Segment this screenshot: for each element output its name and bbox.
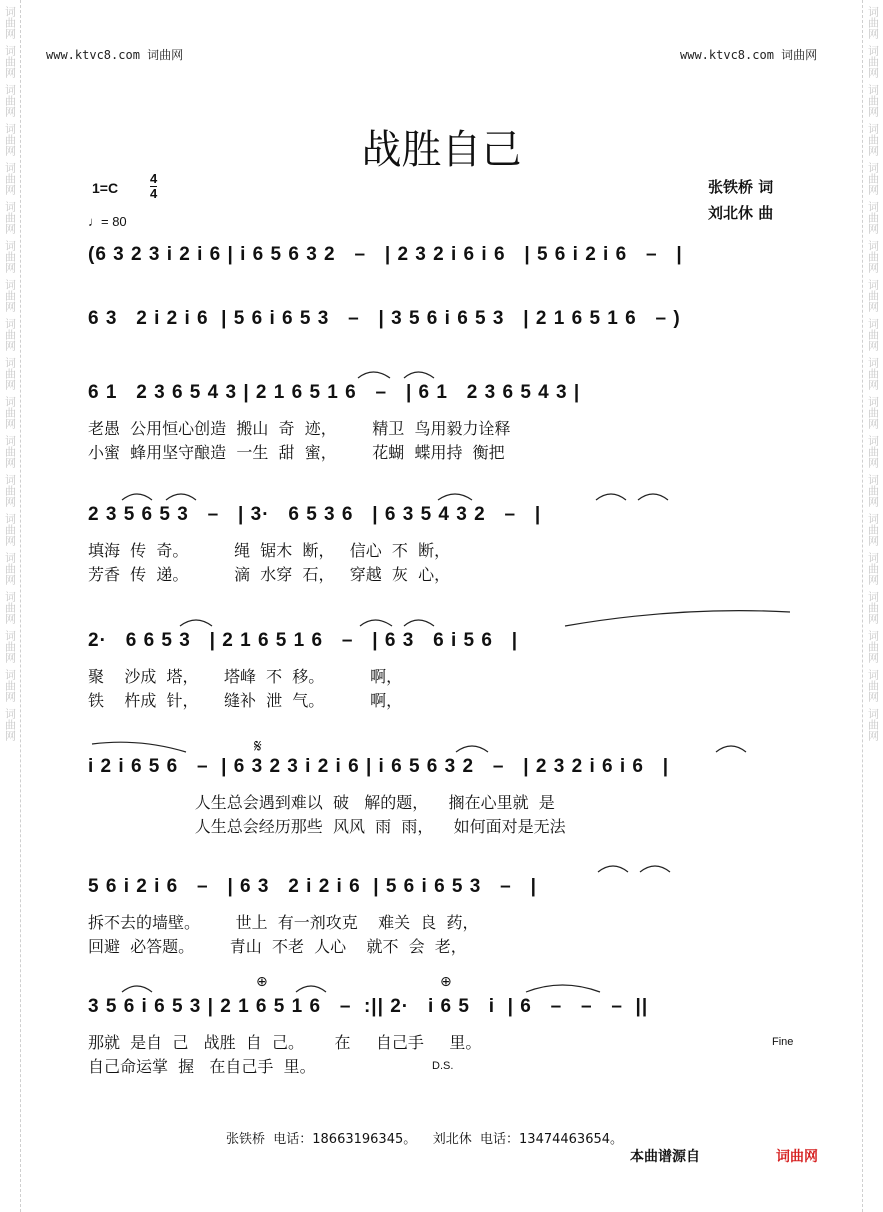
watermark-text: 词曲网 — [866, 6, 880, 39]
notation-line: 5 6 i 2 i 6 – | 6 3 2 i 2 i 6 | 5 6 i 6 5 3 – | — [88, 876, 537, 897]
source-label: 本曲谱源自 — [630, 1149, 700, 1165]
lyric-verse-1: 老愚 公用恒心创造 搬山 奇 迹， 精卫 鸟用毅力诠释 — [88, 419, 511, 438]
watermark-text: 词曲网 — [3, 630, 17, 663]
slur — [598, 866, 628, 872]
lyric-verse-1: 聚 沙成 塔， 塔峰 不 移。 啊， — [88, 667, 403, 686]
slur — [404, 372, 434, 378]
song-title: 战胜自己 — [361, 127, 522, 173]
slur — [122, 986, 152, 992]
watermark-text: 词曲网 — [866, 201, 880, 234]
notation-line: 6 1 2 3 6 5 4 3 | 2 1 6 5 1 6 – | 6 1 2 3 6 5 4 3 | — [88, 382, 581, 403]
watermark-text: 词曲网 — [866, 435, 880, 468]
watermark-text: 词曲网 — [866, 279, 880, 312]
coda-sign-1: ⊕ — [256, 974, 268, 990]
watermark-text: 词曲网 — [3, 357, 17, 390]
header-site-left[interactable]: www.ktvc8.com 词曲网 — [46, 48, 184, 62]
watermark-text: 词曲网 — [866, 357, 880, 390]
watermark-text: 词曲网 — [3, 513, 17, 546]
lyric-verse-2: 自己命运掌 握 在自己手 里。 — [88, 1057, 316, 1076]
composer-credit: 刘北休 曲 — [708, 204, 774, 222]
watermark-text: 词曲网 — [866, 240, 880, 273]
segno-sign: 𝄋 — [254, 736, 262, 757]
watermark-text: 词曲网 — [866, 708, 880, 741]
slur — [122, 494, 152, 500]
slur — [92, 742, 186, 752]
watermark-text: 词曲网 — [3, 162, 17, 195]
watermark-text: 词曲网 — [866, 123, 880, 156]
time-signature — [150, 172, 157, 201]
lyricist-credit: 张铁桥 词 — [708, 178, 774, 196]
watermark-text: 词曲网 — [3, 591, 17, 624]
lyric-verse-2: 回避 必答题。 青山 不老 人心 就不 会 老， — [88, 937, 467, 956]
slur — [180, 620, 212, 626]
watermark-text: 词曲网 — [866, 45, 880, 78]
watermark-text: 词曲网 — [3, 240, 17, 273]
watermark-text: 词曲网 — [3, 708, 17, 741]
watermark-text: 词曲网 — [3, 123, 17, 156]
slur — [596, 494, 626, 500]
source-site-link[interactable]: 词曲网 — [776, 1149, 818, 1165]
watermark-text: 词曲网 — [3, 474, 17, 507]
notation-line: i 2 i 6 5 6 – | 6 3 2 3 i 2 i 6 | i 6 5 6 3 2 – | 2 3 2 i 6 i 6 | — [88, 756, 670, 777]
watermark-text: 词曲网 — [866, 84, 880, 117]
watermark-text: 词曲网 — [3, 396, 17, 429]
lyric-verse-1: 拆不去的墙壁。 世上 有一剂攻克 难关 良 药， — [88, 913, 479, 932]
watermark-text: 词曲网 — [866, 669, 880, 702]
watermark-text: 词曲网 — [866, 318, 880, 351]
time-signature-top: 4 — [150, 171, 158, 186]
lyric-verse-2: 芳香 传 递。 滴 水穿 石， 穿越 灰 心， — [88, 565, 451, 584]
key-signature: 1=C — [92, 180, 119, 196]
slur — [565, 611, 790, 626]
slur — [404, 620, 434, 626]
slur — [638, 494, 668, 500]
watermark-text: 词曲网 — [3, 552, 17, 585]
notation-line: (6 3 2 3 i 2 i 6 | i 6 5 6 3 2 – | 2 3 2 i 6 i 6 | 5 6 i 2 i 6 – | — [88, 244, 683, 265]
notation-line: 6 3 2 i 2 i 6 | 5 6 i 6 5 3 – | 3 5 6 i 6 5 3 | 2 1 6 5 1 6 – ) — [88, 308, 681, 329]
fine-marking: Fine — [772, 1036, 794, 1048]
watermark-text: 词曲网 — [866, 162, 880, 195]
watermark-text: 词曲网 — [3, 45, 17, 78]
tempo-marking: ♩= 80 — [88, 214, 127, 229]
watermark-text: 词曲网 — [866, 591, 880, 624]
lyric-verse-1: 填海 传 奇。 绳 锯木 断， 信心 不 断， — [88, 541, 451, 560]
notation-line: 2· 6 6 5 3 | 2 1 6 5 1 6 – | 6 3 6 i 5 6 | — [88, 630, 519, 651]
watermark-text: 词曲网 — [3, 279, 17, 312]
coda-sign-2: ⊕ — [440, 974, 452, 990]
notation-line: 3 5 6 i 6 5 3 | 2 1 6 5 1 6 – :|| 2· i 6 5 i | 6 – – – || — [88, 996, 649, 1017]
watermark-text: 词曲网 — [3, 435, 17, 468]
lyric-verse-2: 铁 杵成 针， 缝补 泄 气。 啊， — [88, 691, 403, 710]
watermark-text: 词曲网 — [3, 669, 17, 702]
lyric-verse-2: 小蜜 蜂用坚守酿造 一生 甜 蜜， 花蝴 蝶用持 衡把 — [88, 443, 505, 462]
watermark-text: 词曲网 — [3, 84, 17, 117]
slur — [640, 866, 670, 872]
slur — [456, 746, 488, 752]
left-watermark-strip — [0, 0, 21, 1212]
watermark-text: 词曲网 — [3, 318, 17, 351]
slur — [358, 372, 390, 378]
ds-marking: D.S. — [432, 1060, 454, 1072]
watermark-text: 词曲网 — [866, 630, 880, 663]
watermark-text: 词曲网 — [3, 201, 17, 234]
notation-line: 2 3 5 6 5 3 – | 3· 6 5 3 6 | 6 3 5 4 3 2 – | — [88, 504, 542, 525]
watermark-text: 词曲网 — [866, 396, 880, 429]
slur — [438, 494, 472, 500]
contact-info: 张铁桥 电话：18663196345。 刘北休 电话：13474463654。 — [226, 1132, 624, 1147]
lyric-verse-1: 人生总会遇到难以 破 解的题， 搁在心里就 是 — [88, 793, 555, 812]
watermark-text: 词曲网 — [866, 513, 880, 546]
watermark-text: 词曲网 — [866, 474, 880, 507]
slur — [296, 986, 326, 992]
slur — [166, 494, 196, 500]
watermark-text: 词曲网 — [866, 552, 880, 585]
time-signature-bottom: 4 — [150, 186, 158, 201]
slur — [526, 985, 600, 992]
watermark-text: 词曲网 — [3, 6, 17, 39]
header-site-right[interactable]: www.ktvc8.com 词曲网 — [680, 48, 818, 62]
slur — [716, 746, 746, 752]
lyric-verse-1: 那就 是自 己 战胜 自 己。 在 自己手 里。 — [88, 1033, 482, 1052]
slur — [360, 620, 392, 626]
lyric-verse-2: 人生总会经历那些 风风 雨 雨， 如何面对是无法 — [88, 817, 566, 836]
right-watermark-strip — [862, 0, 883, 1212]
